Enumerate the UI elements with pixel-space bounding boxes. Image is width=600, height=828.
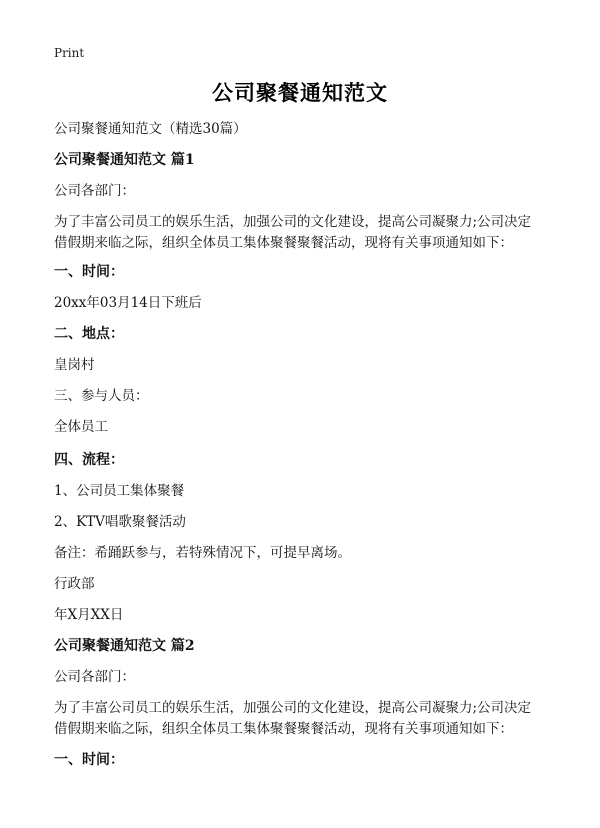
time-heading: 一、时间： — [54, 752, 124, 768]
document-subtitle: 公司聚餐通知范文（精选30篇） — [54, 121, 247, 137]
print-link[interactable]: Print — [54, 46, 85, 60]
note-text: 备注：希踊跃参与，若特殊情况下，可提早离场。 — [54, 545, 351, 561]
intro-line: 为了丰富公司员工的娱乐生活，加强公司的文化建设，提高公司凝聚力;公司决定 — [54, 700, 532, 716]
time-value: 20xx年03月14日下班后 — [54, 295, 202, 311]
department-signature: 行政部 — [54, 576, 95, 592]
flow-item: 2、KTV唱歌聚餐活动 — [54, 514, 186, 530]
place-heading: 二、地点： — [54, 326, 124, 342]
time-heading: 一、时间： — [54, 264, 124, 280]
flow-item: 1、公司员工集体聚餐 — [54, 483, 185, 499]
intro-line: 借假期来临之际，组织全体员工集体聚餐聚餐活动，现将有关事项通知如下： — [54, 235, 513, 251]
section-heading-1: 公司聚餐通知范文 篇1 — [54, 152, 195, 168]
place-value: 皇岗村 — [54, 357, 95, 373]
people-heading: 三、参与人员： — [54, 388, 149, 404]
flow-heading: 四、流程： — [54, 452, 124, 468]
section-heading-2: 公司聚餐通知范文 篇2 — [54, 638, 195, 654]
people-value: 全体员工 — [54, 419, 108, 435]
salutation: 公司各部门： — [54, 669, 135, 685]
signature-date: 年X月XX日 — [54, 607, 124, 623]
intro-line: 为了丰富公司员工的娱乐生活，加强公司的文化建设，提高公司凝聚力;公司决定 — [54, 214, 532, 230]
intro-line: 借假期来临之际，组织全体员工集体聚餐聚餐活动，现将有关事项通知如下： — [54, 721, 513, 737]
salutation: 公司各部门： — [54, 183, 135, 199]
page-title: 公司聚餐通知范文 — [212, 80, 388, 105]
